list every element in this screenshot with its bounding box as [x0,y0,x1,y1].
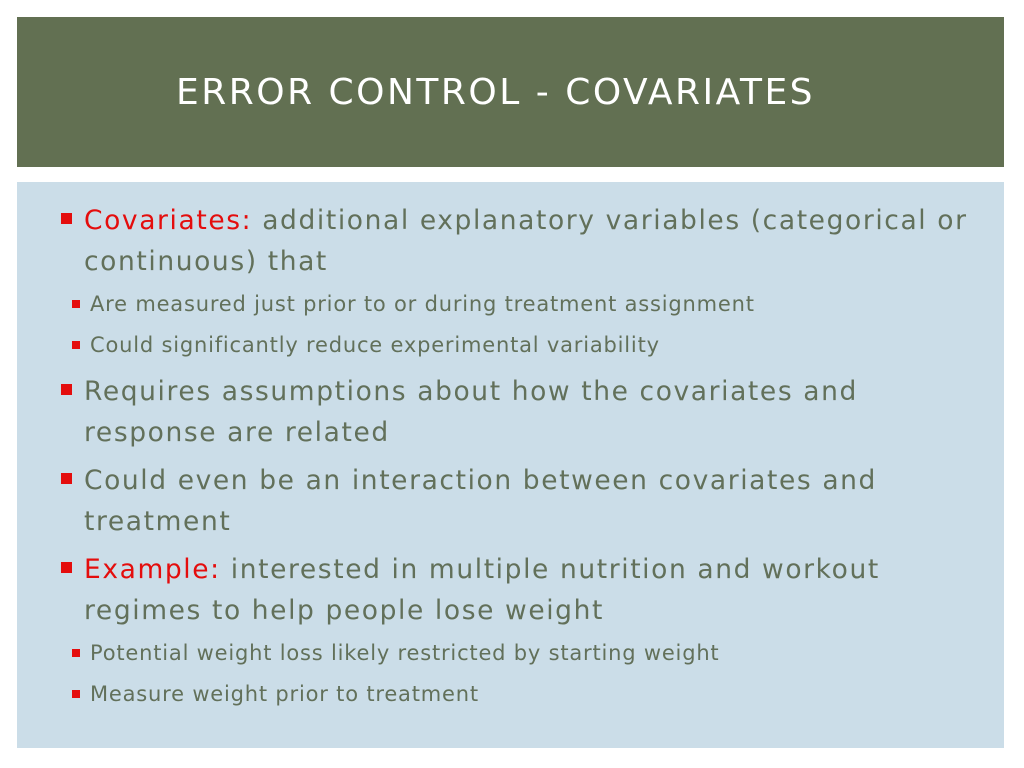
square-bullet-icon [72,341,80,349]
bullet-covariates [59,200,974,282]
slide-title: ERROR CONTROL - COVARIATES [175,71,816,113]
content-box [17,182,1004,748]
square-bullet-icon [72,300,80,308]
sub-bullet-text: Measure weight prior to treatment [90,682,479,706]
sub-bullet-list [59,289,974,360]
square-bullet-icon [61,384,72,395]
sub-bullet-weight-loss [59,638,974,668]
bullet-interaction [59,460,974,542]
bullet-lead: Example: [84,554,221,585]
sub-bullet-reduce-variability [59,330,974,360]
bullet-assumptions [59,371,974,453]
sub-bullet-text: Could significantly reduce experimental variability [90,333,660,357]
title-bar [17,17,1004,167]
sub-bullet-measure-weight [59,679,974,709]
bullet-list [59,200,974,709]
square-bullet-icon [61,562,72,573]
square-bullet-icon [72,690,80,698]
sub-bullet-text: Potential weight loss likely restricted by starting weight [90,641,720,665]
bullet-text: Could even be an interaction between covariates and treatment [84,465,877,537]
bullet-lead: Covariates: [84,205,253,236]
bullet-text: additional explanatory variables (categorical or continuous) that [84,205,968,277]
square-bullet-icon [61,213,72,224]
sub-bullet-list [59,638,974,709]
sub-bullet-text: Are measured just prior to or during treatment assignment [90,292,755,316]
bullet-text: Requires assumptions about how the covariates and response are related [84,376,858,448]
bullet-example [59,549,974,631]
square-bullet-icon [61,473,72,484]
bullet-text: interested in multiple nutrition and workout regimes to help people lose weight [84,554,880,626]
square-bullet-icon [72,649,80,657]
sub-bullet-measured [59,289,974,319]
